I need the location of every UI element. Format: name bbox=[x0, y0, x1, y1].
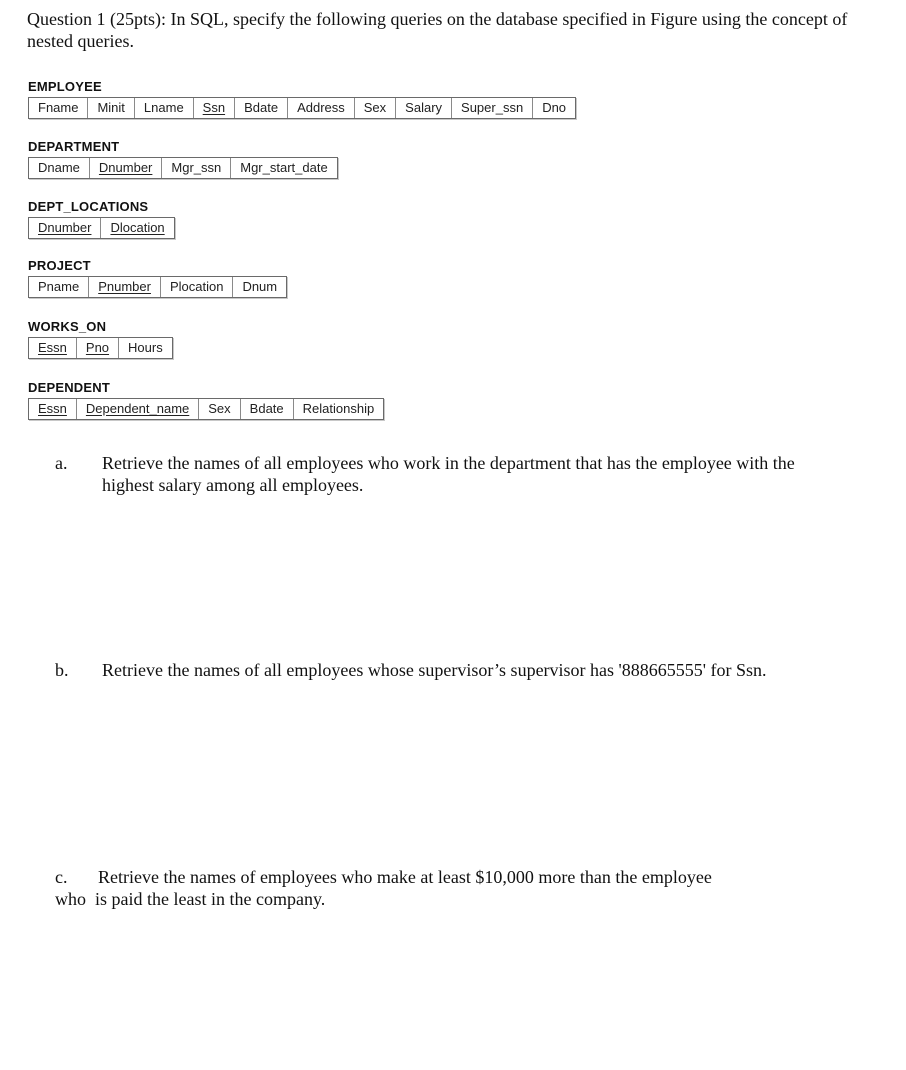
task-text: Retrieve the names of all employees who work in the department that has the employee with the highest salary among all employees. bbox=[102, 453, 795, 495]
attribute: Dname bbox=[29, 158, 90, 178]
task-text-line1: Retrieve the names of employees who make at least $10,000 more than the employee bbox=[98, 867, 712, 887]
attribute: Address bbox=[288, 98, 355, 118]
attribute-row bbox=[28, 276, 287, 298]
attribute: Plocation bbox=[161, 277, 233, 297]
relation-project bbox=[28, 258, 287, 298]
attribute: Sex bbox=[355, 98, 396, 118]
relation-name: DEPARTMENT bbox=[28, 139, 120, 154]
question-heading: Question 1 (25pts): In SQL, specify the following queries on the database specified in Figure using the concept of nested queries. bbox=[27, 9, 848, 51]
relation-dependent bbox=[28, 380, 384, 420]
relation-name: WORKS_ON bbox=[28, 319, 107, 334]
attribute: Dno bbox=[542, 100, 567, 115]
task-text: Retrieve the names of all employees whose supervisor’s supervisor has '888665555' for Ssn. bbox=[102, 660, 767, 680]
attribute: Hours bbox=[128, 340, 163, 355]
attribute: Salary bbox=[396, 98, 452, 118]
attribute: Bdate bbox=[235, 98, 288, 118]
relation-employee bbox=[28, 79, 576, 119]
attribute: Sex bbox=[199, 399, 240, 419]
key-attribute: Pnumber bbox=[89, 277, 161, 297]
key-attribute: Pno bbox=[77, 338, 119, 358]
attribute-row bbox=[28, 217, 175, 239]
task-b bbox=[55, 659, 835, 709]
attribute-row bbox=[28, 97, 576, 119]
attribute: Fname bbox=[29, 98, 88, 118]
attribute: Dnum bbox=[242, 279, 278, 294]
key-attribute: Dnumber bbox=[29, 218, 101, 238]
task-letter: a. bbox=[55, 453, 68, 473]
attribute-row bbox=[28, 398, 384, 420]
attribute: Minit bbox=[88, 98, 134, 118]
key-attribute: Dependent_name bbox=[77, 399, 199, 419]
task-a bbox=[55, 452, 835, 502]
task-text-line2: who is paid the least in the company. bbox=[55, 889, 326, 909]
key-attribute: Dlocation bbox=[110, 220, 165, 235]
attribute-row bbox=[28, 337, 173, 359]
task-letter: c. bbox=[55, 867, 68, 887]
attribute: Super_ssn bbox=[452, 98, 533, 118]
relation-name: EMPLOYEE bbox=[28, 79, 102, 94]
relation-name: PROJECT bbox=[28, 258, 91, 273]
relation-department bbox=[28, 139, 338, 179]
relation-name: DEPT_LOCATIONS bbox=[28, 199, 149, 214]
attribute: Relationship bbox=[302, 401, 375, 416]
key-attribute: Essn bbox=[29, 399, 77, 419]
relation-dept-locations bbox=[28, 199, 175, 239]
attribute: Lname bbox=[135, 98, 194, 118]
attribute: Bdate bbox=[241, 399, 294, 419]
key-attribute: Essn bbox=[29, 338, 77, 358]
attribute-row bbox=[28, 157, 338, 179]
relation-name: DEPENDENT bbox=[28, 380, 110, 395]
attribute: Pname bbox=[29, 277, 89, 297]
key-attribute: Ssn bbox=[194, 98, 235, 118]
task-letter: b. bbox=[55, 660, 69, 680]
attribute: Mgr_start_date bbox=[240, 160, 328, 175]
key-attribute: Dnumber bbox=[90, 158, 162, 178]
task-c bbox=[55, 866, 835, 916]
attribute: Mgr_ssn bbox=[162, 158, 231, 178]
relation-works-on bbox=[28, 319, 173, 359]
